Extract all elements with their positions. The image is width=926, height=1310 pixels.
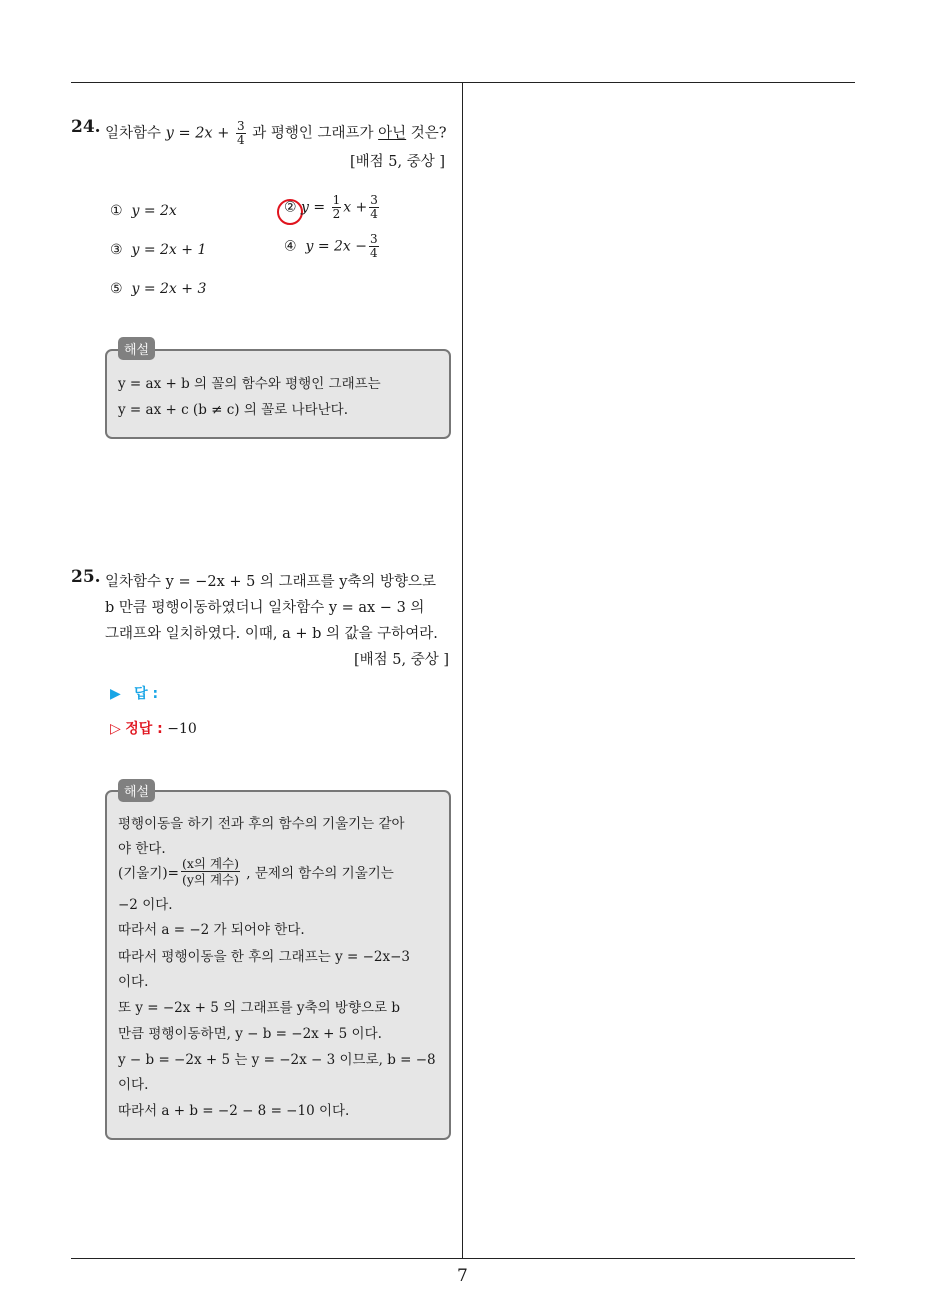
page-number: 7	[457, 1266, 468, 1286]
q25-stem-line-3: 그래프와 일치하였다. 이때, a + b 의 값을 구하여라.	[105, 626, 438, 642]
q24-choice-3[interactable]	[110, 242, 206, 258]
q25-solution-line-2: 야 한다.	[118, 841, 166, 857]
q25-score: [배점 5, 중상 ]	[354, 652, 450, 668]
q25-stem-line-1: 일차함수 y = −2x + 5 의 그래프를 y축의 방향으로	[105, 574, 437, 590]
slope-fraction: $\frac{\text{(x의 계수)}}{\text{(y의 계수)}}$	[181, 856, 239, 887]
q24-stem-post-b: 것은?	[406, 125, 447, 142]
choice-1-text: y = 2x	[131, 203, 177, 219]
choice-3-mark: ③	[110, 242, 123, 258]
q25-solution-line-1: 평행이동을 하기 전과 후의 함수의 기울기는 같아	[118, 816, 405, 832]
q25-stem-line-2: b 만큼 평행이동하였더니 일차함수 y = ax − 3 의	[105, 600, 425, 616]
q24-choice-2[interactable]	[284, 194, 381, 221]
correct-arrow-icon: ▷	[110, 721, 121, 737]
q25-solution-tag: 해설	[118, 779, 155, 802]
choice-2-mark: ②	[284, 199, 297, 216]
q24-choice-1[interactable]	[110, 203, 177, 219]
correct-label: 정답 :	[125, 721, 163, 737]
slope-label: (기울기)=	[118, 865, 179, 882]
q25-solution-line-8: 또 y = −2x + 5 의 그래프를 y축의 방향으로 b	[118, 1000, 401, 1016]
choice-5-mark: ⑤	[110, 281, 123, 297]
q24-solution-line-1: y = ax + b 의 꼴의 함수와 평행인 그래프는	[118, 376, 381, 392]
choice-1-mark: ①	[110, 203, 123, 219]
choice-2-mid: x +	[343, 199, 368, 216]
choice-4-fraction: $\frac{3}{4}$	[370, 232, 378, 260]
q25-solution-line-7: 이다.	[118, 974, 149, 990]
q24-number: 24.	[71, 117, 101, 137]
slope-after: , 문제의 함수의 기울기는	[241, 865, 394, 882]
q24-stem-underlined: 아닌	[378, 125, 407, 142]
q25-solution-line-3	[118, 856, 394, 887]
choice-3-text: y = 2x + 1	[131, 242, 207, 258]
q25-solution-line-6: 따라서 평행이동을 한 후의 그래프는 y = −2x−3	[118, 949, 411, 965]
q24-choice-4[interactable]	[284, 233, 381, 260]
q24-solution-tag: 해설	[118, 337, 155, 360]
q25-solution-line-4: −2 이다.	[118, 897, 173, 913]
q24-choice-5[interactable]	[110, 281, 206, 297]
choice-2-fraction-1: $\frac{1}{2}$	[332, 193, 341, 221]
q25-correct-row	[110, 718, 197, 738]
q24-score: [배점 5, 중상 ]	[350, 154, 446, 170]
choice-2-fraction-2: $\frac{3}{4}$	[370, 193, 378, 221]
answer-label: 답 :	[134, 686, 159, 702]
choice-4-pre: y = 2x −	[305, 238, 367, 255]
q24-solution-box	[105, 349, 451, 439]
column-divider	[462, 83, 463, 1259]
answer-arrow-icon: ▶	[110, 686, 121, 702]
top-rule	[71, 82, 855, 83]
q24-stem-pre: 일차함수	[105, 125, 166, 142]
bottom-rule	[71, 1258, 855, 1259]
q25-solution-line-9: 만큼 평행이동하면, y − b = −2x + 5 이다.	[118, 1026, 382, 1042]
q24-stem-post-a: 과 평행인 그래프가	[247, 125, 379, 142]
q25-answer-row[interactable]	[110, 683, 158, 703]
correct-value: −10	[167, 721, 197, 737]
q24-solution-line-2: y = ax + c (b ≠ c) 의 꼴로 나타난다.	[118, 402, 349, 418]
q25-solution-line-12: 따라서 a + b = −2 − 8 = −10 이다.	[118, 1103, 350, 1119]
q25-number: 25.	[71, 567, 101, 587]
q24-stem-fraction: $\frac{3}{4}$	[236, 119, 245, 147]
q25-solution-line-10: y − b = −2x + 5 는 y = −2x − 3 이므로, b = −8	[118, 1052, 436, 1068]
q24-stem	[105, 120, 447, 147]
q25-solution-line-11: 이다.	[118, 1077, 149, 1093]
q25-solution-line-5: 따라서 a = −2 가 되어야 한다.	[118, 922, 305, 938]
choice-2-pre: y =	[301, 199, 330, 216]
choice-5-text: y = 2x + 3	[131, 281, 207, 297]
q24-stem-eq: y = 2x +	[165, 125, 230, 142]
choice-4-mark: ④	[284, 238, 297, 255]
